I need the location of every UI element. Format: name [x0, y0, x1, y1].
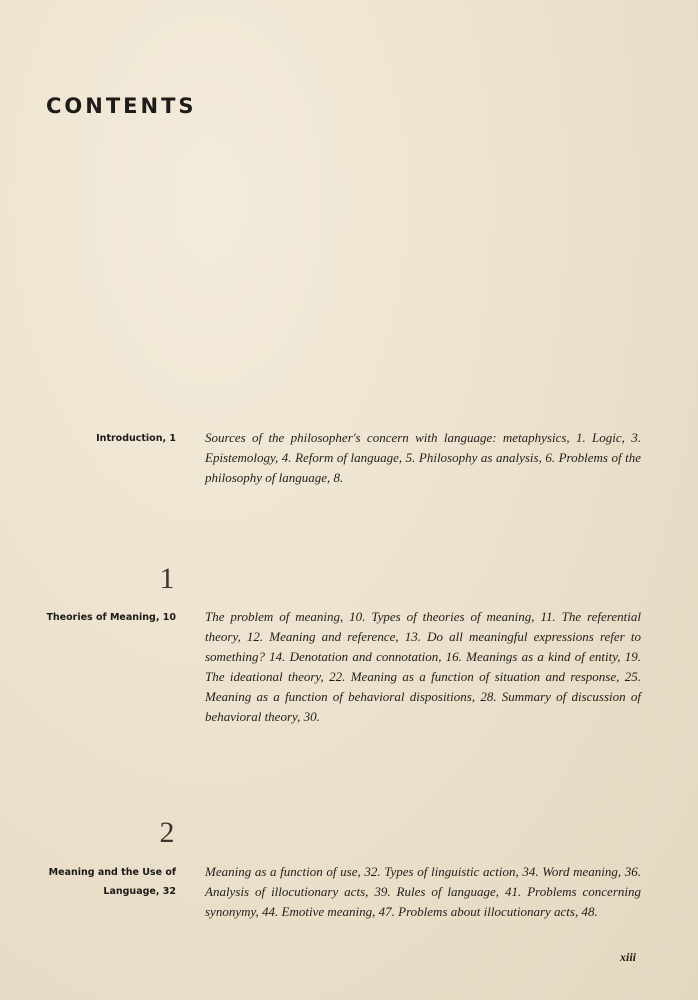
chapter-title: Meaning and the Use of Language, 32 [48, 867, 176, 897]
chapter-description: Meaning as a function of use, 32. Types of linguistic action, 34. Word meaning, 36. Analysis of illocutionary acts, 39. Rules of language, 41. Problems concerning synonymy, 44. Emotive meaning, 47. Problems about illocutionary acts, 48. [205, 864, 641, 919]
chapter-description: The problem of meaning, 10. Types of theories of meaning, 11. The referential theory, 12. Meaning and reference, 13. Do all meaningful expressions refer to something? 14. Denotation and connotation, 16. Meanings as a kind of entity, 19. The ideational theory, 22. Meaning as a function of situation and response, 25. Meaning as a function of behavioral dispositions, 28. Summary of discussion of behavioral theory, 30. [205, 609, 641, 724]
chapter-number: 1 [159, 562, 175, 595]
chapter-title: Theories of Meaning, 10 [46, 612, 176, 623]
chapter-description: Sources of the philosopher's concern with language: metaphysics, 1. Logic, 3. Epistemology, 4. Reform of language, 5. Philosophy as analysis, 6. Problems of the philosophy of language, 8. [205, 430, 641, 485]
page-number: xiii [620, 950, 637, 964]
contents-heading: CONTENTS [46, 94, 197, 118]
chapter-number: 2 [159, 816, 175, 849]
chapter-title: Introduction, 1 [96, 433, 176, 444]
